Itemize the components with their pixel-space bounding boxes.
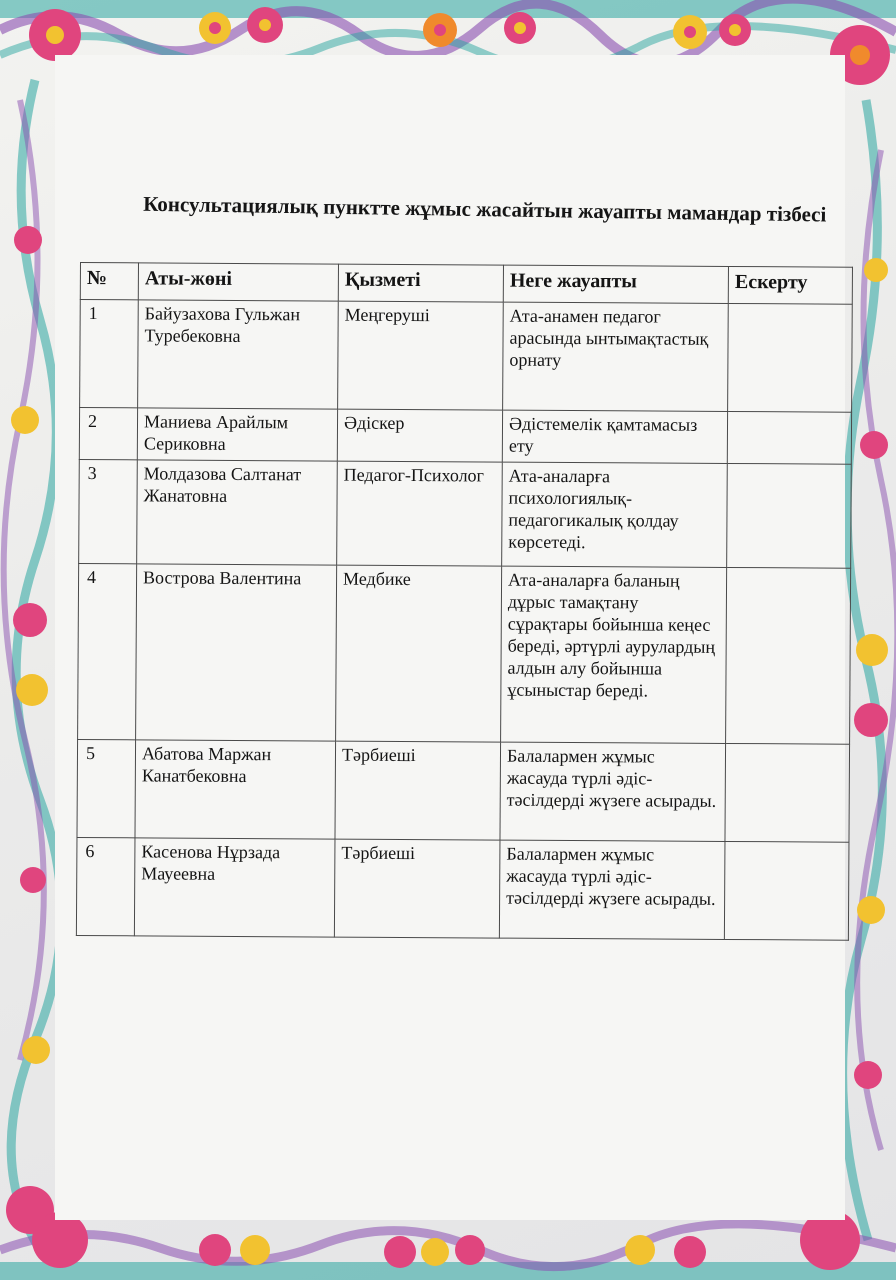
flower-icon (504, 12, 536, 44)
staff-table-container (76, 262, 852, 941)
table-row (79, 459, 852, 568)
flower-icon (247, 7, 283, 43)
row-number: 5 (77, 739, 136, 837)
row-responsibility: Әдістемелік қамтамасыз ету (502, 410, 727, 463)
table-row (78, 563, 851, 744)
row-name: Молдазова Салтанат Жанатовна (137, 460, 338, 565)
row-number: 3 (79, 459, 138, 563)
row-responsibility: Ата-аналарға психологиялық-педагогикалық қолдау көрсетеді. (502, 462, 728, 567)
document-title: Консультациялық пунктте жұмыс жасайтын жауапты мамандар тізбесі (142, 191, 827, 227)
staff-table (76, 262, 853, 941)
row-responsibility: Ата-аналарға баланың дұрыс тамақтану сұрақтары бойынша кеңес береді, әртүрлі аурулардың алдын алу бойынша ұсыныстар береді. (501, 566, 727, 743)
row-note (726, 567, 851, 744)
row-position: Тәрбиеші (335, 741, 501, 840)
row-number: 4 (78, 563, 137, 739)
row-name: Абатова Маржан Канатбековна (135, 740, 336, 839)
row-responsibility: Балалармен жұмыс жасауда түрлі әдіс-тәсілдерді жүзеге асырады. (499, 840, 725, 939)
flower-icon (423, 13, 457, 47)
flower-icon (719, 14, 751, 46)
table-header-row (80, 263, 852, 305)
row-position: Меңгеруші (338, 301, 504, 410)
flower-icon (199, 12, 231, 44)
flower-icon (673, 15, 707, 49)
header-responsibility: Неге жауапты (503, 265, 728, 303)
table-row (80, 300, 853, 413)
row-number: 2 (79, 408, 137, 460)
row-responsibility: Балалармен жұмыс жасауда түрлі әдіс-тәсілдерді жүзеге асырады. (500, 742, 726, 841)
row-responsibility: Ата-анамен педагог арасында ынтымақтастық орнату (503, 302, 729, 411)
row-position: Тәрбиеші (334, 839, 500, 938)
row-number: 6 (76, 837, 135, 935)
table-row (76, 837, 849, 940)
header-note: Ескерту (728, 266, 852, 304)
row-name: Касенова Нұрзада Мауеевна (134, 838, 335, 937)
header-position: Қызметі (338, 264, 503, 302)
row-name: Байузахова Гульжан Туребековна (138, 300, 339, 409)
table-row (77, 739, 850, 842)
table-row (79, 408, 851, 465)
row-number: 1 (80, 300, 139, 408)
row-note (727, 463, 852, 568)
row-note (725, 743, 850, 842)
row-note (724, 841, 849, 940)
row-note (727, 411, 851, 464)
row-name: Вострова Валентина (136, 564, 337, 741)
row-name: Маниева Арайлым Сериковна (137, 408, 337, 461)
row-position: Әдіскер (337, 409, 502, 462)
row-note (728, 303, 853, 412)
header-name: Аты-жөні (138, 263, 338, 301)
row-position: Педагог-Психолог (337, 461, 503, 566)
header-number: № (80, 263, 138, 300)
row-position: Медбике (336, 565, 502, 742)
